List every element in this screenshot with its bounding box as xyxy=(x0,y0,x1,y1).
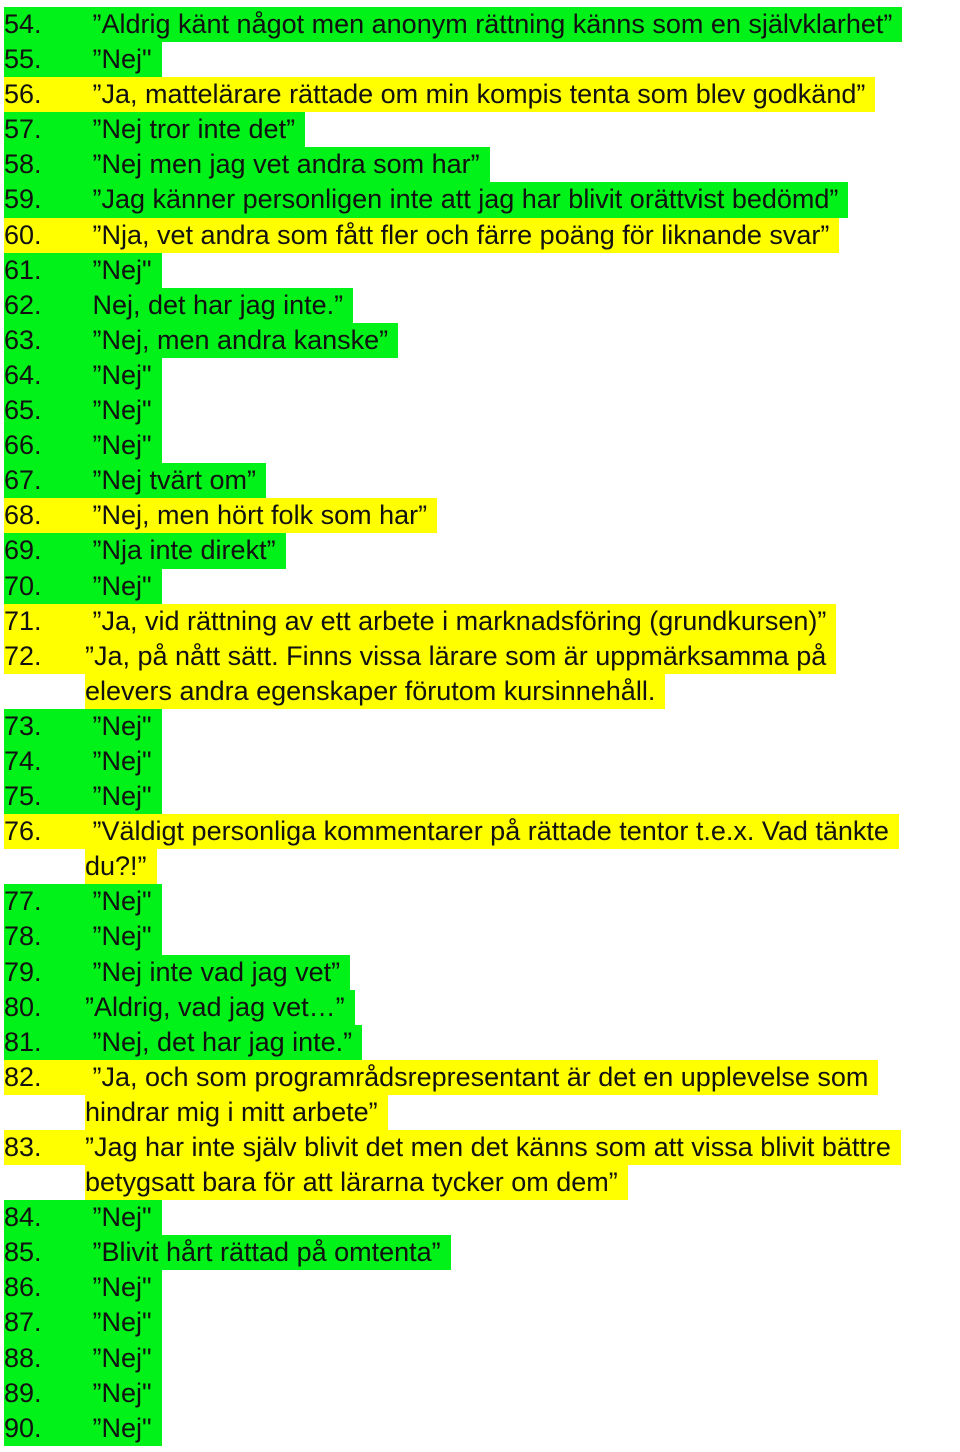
list-item xyxy=(4,218,956,253)
response-text: ”Nej" xyxy=(85,1377,152,1408)
response-text: ”Aldrig känt något men anonym rättning känns som en självklarhet” xyxy=(85,9,893,39)
item-number: 79. xyxy=(4,956,42,987)
list-item-line xyxy=(4,112,956,147)
item-number: 87. xyxy=(4,1307,42,1338)
highlight xyxy=(4,1130,901,1165)
list-item xyxy=(4,112,956,147)
response-text: du?!” xyxy=(85,851,147,882)
response-text: Nej, det har jag inte.” xyxy=(85,289,344,320)
list-item-line xyxy=(4,1305,956,1340)
list-item xyxy=(4,288,956,323)
item-number: 73. xyxy=(4,710,42,741)
highlight xyxy=(4,428,162,463)
list-item xyxy=(4,814,956,884)
list-item-line xyxy=(4,42,956,77)
list-item xyxy=(4,498,956,533)
item-number: 75. xyxy=(4,781,42,812)
list-item-line xyxy=(4,604,956,639)
list-item-line xyxy=(4,639,956,674)
item-number: 55. xyxy=(4,44,42,75)
highlight xyxy=(4,1411,162,1446)
list-item xyxy=(4,1305,956,1340)
list-item xyxy=(4,990,956,1025)
response-text: ”Ja, mattelärare rättade om min kompis tenta som blev godkänd” xyxy=(85,79,866,110)
item-number: 76. xyxy=(4,816,42,847)
response-text: ”Nej" xyxy=(85,254,152,285)
highlight xyxy=(4,639,836,674)
list-item-line xyxy=(4,323,956,358)
highlight xyxy=(4,7,902,42)
list-item-line xyxy=(4,779,956,814)
response-text: ”Nej" xyxy=(85,570,152,601)
list-item-line xyxy=(4,569,956,604)
list-item xyxy=(4,955,956,990)
list-item-line xyxy=(4,1060,956,1095)
highlight xyxy=(4,498,437,533)
response-text: elevers andra egenskaper förutom kursinnehåll. xyxy=(85,675,656,706)
list-item xyxy=(4,709,956,744)
highlight xyxy=(85,849,157,884)
list-item xyxy=(4,1200,956,1235)
item-number: 83. xyxy=(4,1132,42,1162)
response-text: hindrar mig i mitt arbete” xyxy=(85,1096,378,1127)
list-item xyxy=(4,533,956,568)
list-item-line xyxy=(4,1025,956,1060)
highlight xyxy=(4,1376,162,1411)
item-number: 78. xyxy=(4,921,42,952)
highlight xyxy=(4,147,490,182)
highlight xyxy=(4,112,305,147)
highlight xyxy=(4,990,355,1025)
list-item-line xyxy=(4,428,956,463)
highlight xyxy=(4,884,162,919)
list-item-line xyxy=(4,849,956,884)
highlight xyxy=(4,1270,162,1305)
list-item-line xyxy=(4,288,956,323)
highlight xyxy=(4,358,162,393)
list-item xyxy=(4,463,956,498)
response-text: ”Nej tror inte det” xyxy=(85,114,296,145)
response-text: ”Ja, på nått sätt. Finns vissa lärare som är uppmärksamma på xyxy=(85,640,827,671)
item-number: 74. xyxy=(4,745,42,776)
response-text: ”Jag känner personligen inte att jag har blivit orättvist bedömd” xyxy=(85,184,839,215)
item-number: 70. xyxy=(4,570,42,601)
response-text: ”Nej" xyxy=(85,430,152,461)
item-number: 66. xyxy=(4,430,42,461)
highlight xyxy=(4,77,875,112)
response-text: ”Nej" xyxy=(85,710,152,741)
response-text: ”Jag har inte själv blivit det men det känns som att vissa blivit bättre xyxy=(85,1132,891,1162)
response-text: ”Nej, det har jag inte.” xyxy=(85,1026,353,1057)
list-item-line xyxy=(4,1235,956,1270)
item-number: 71. xyxy=(4,605,42,636)
response-text: ”Ja, och som programrådsrepresentant är det en upplevelse som xyxy=(85,1061,869,1092)
response-text: ”Nej" xyxy=(85,1342,152,1373)
list-item-line xyxy=(4,1165,956,1200)
list-item-line xyxy=(4,533,956,568)
response-text: ”Nej" xyxy=(85,921,152,952)
item-number: 59. xyxy=(4,184,42,215)
list-item-line xyxy=(4,218,956,253)
highlight xyxy=(4,814,899,849)
list-item xyxy=(4,1270,956,1305)
item-number: 57. xyxy=(4,114,42,145)
list-item-line xyxy=(4,1130,956,1165)
highlight xyxy=(4,1235,451,1270)
item-number: 61. xyxy=(4,254,42,285)
highlight xyxy=(85,1095,388,1130)
list-item-line xyxy=(4,1095,956,1130)
response-list xyxy=(4,7,956,1446)
list-item xyxy=(4,7,956,42)
item-number: 86. xyxy=(4,1272,42,1303)
list-item xyxy=(4,1060,956,1130)
list-item xyxy=(4,1341,956,1376)
list-item-line xyxy=(4,1341,956,1376)
highlight xyxy=(4,919,162,954)
list-item xyxy=(4,744,956,779)
response-text: ”Nej men jag vet andra som har” xyxy=(85,149,480,180)
list-item-line xyxy=(4,674,956,709)
item-number: 56. xyxy=(4,79,42,110)
list-item-line xyxy=(4,744,956,779)
list-item xyxy=(4,1235,956,1270)
item-number: 89. xyxy=(4,1377,42,1408)
response-text: ”Nja, vet andra som fått fler och färre poäng för liknande svar” xyxy=(85,219,830,250)
list-item-line xyxy=(4,1270,956,1305)
list-item-line xyxy=(4,393,956,428)
list-item xyxy=(4,393,956,428)
highlight xyxy=(4,1060,878,1095)
response-text: ”Blivit hårt rättad på omtenta” xyxy=(85,1237,441,1268)
list-item xyxy=(4,323,956,358)
list-item xyxy=(4,604,956,639)
highlight xyxy=(85,1165,628,1200)
list-item xyxy=(4,569,956,604)
item-number: 81. xyxy=(4,1026,42,1057)
list-item-line xyxy=(4,77,956,112)
response-text: ”Nej" xyxy=(85,395,152,426)
item-number: 65. xyxy=(4,395,42,426)
response-text: ”Ja, vid rättning av ett arbete i marknadsföring (grundkursen)” xyxy=(85,605,827,636)
item-number: 62. xyxy=(4,289,42,320)
list-item xyxy=(4,358,956,393)
list-item-line xyxy=(4,1376,956,1411)
item-number: 84. xyxy=(4,1202,42,1233)
item-number: 77. xyxy=(4,886,42,917)
item-number: 64. xyxy=(4,359,42,390)
item-number: 88. xyxy=(4,1342,42,1373)
item-number: 80. xyxy=(4,991,42,1022)
item-number: 60. xyxy=(4,219,42,250)
list-item-line xyxy=(4,884,956,919)
item-number: 54. xyxy=(4,9,42,39)
highlight xyxy=(4,1025,362,1060)
highlight xyxy=(4,779,162,814)
highlight xyxy=(4,533,286,568)
list-item xyxy=(4,77,956,112)
list-item-line xyxy=(4,182,956,217)
highlight xyxy=(4,955,350,990)
list-item xyxy=(4,428,956,463)
response-text: ”Nej inte vad jag vet” xyxy=(85,956,341,987)
response-text: ”Nej, men hört folk som har” xyxy=(85,500,428,531)
item-number: 67. xyxy=(4,465,42,496)
response-text: ”Aldrig, vad jag vet…” xyxy=(85,991,345,1022)
list-item-line xyxy=(4,1200,956,1235)
list-item-line xyxy=(4,498,956,533)
list-item-line xyxy=(4,1411,956,1446)
highlight xyxy=(4,218,839,253)
list-item xyxy=(4,639,956,709)
list-item xyxy=(4,182,956,217)
list-item-line xyxy=(4,990,956,1025)
item-number: 72. xyxy=(4,640,42,671)
highlight xyxy=(4,393,162,428)
response-text: ”Nej" xyxy=(85,1272,152,1303)
list-item-line xyxy=(4,814,956,849)
response-text: betygsatt bara för att lärarna tycker om dem” xyxy=(85,1167,618,1198)
list-item xyxy=(4,1025,956,1060)
highlight xyxy=(4,42,162,77)
list-item xyxy=(4,919,956,954)
list-item-line xyxy=(4,147,956,182)
highlight xyxy=(4,1305,162,1340)
response-text: ”Väldigt personliga kommentarer på rättade tentor t.e.x. Vad tänkte xyxy=(85,816,889,847)
list-item xyxy=(4,1411,956,1446)
highlight xyxy=(4,1200,162,1235)
item-number: 85. xyxy=(4,1237,42,1268)
highlight xyxy=(4,288,353,323)
item-number: 82. xyxy=(4,1061,42,1092)
list-item-line xyxy=(4,7,956,42)
highlight xyxy=(4,744,162,779)
response-text: ”Nej" xyxy=(85,1412,152,1443)
response-text: ”Nej tvärt om” xyxy=(85,465,257,496)
highlight xyxy=(4,709,162,744)
item-number: 68. xyxy=(4,500,42,531)
list-item xyxy=(4,253,956,288)
highlight xyxy=(4,1341,162,1376)
response-text: ”Nja inte direkt” xyxy=(85,535,276,566)
list-item-line xyxy=(4,955,956,990)
item-number: 63. xyxy=(4,324,42,355)
highlight xyxy=(85,674,665,709)
list-item xyxy=(4,147,956,182)
response-text: ”Nej" xyxy=(85,781,152,812)
response-text: ”Nej" xyxy=(85,886,152,917)
response-text: ”Nej" xyxy=(85,1307,152,1338)
list-item xyxy=(4,1376,956,1411)
list-item xyxy=(4,884,956,919)
response-text: ”Nej" xyxy=(85,44,152,75)
list-item-line xyxy=(4,709,956,744)
list-item-line xyxy=(4,253,956,288)
item-number: 58. xyxy=(4,149,42,180)
highlight xyxy=(4,182,848,217)
response-text: ”Nej" xyxy=(85,1202,152,1233)
list-item xyxy=(4,1130,956,1200)
item-number: 90. xyxy=(4,1412,42,1443)
response-text: ”Nej" xyxy=(85,745,152,776)
highlight xyxy=(4,604,836,639)
list-item-line xyxy=(4,919,956,954)
highlight xyxy=(4,253,162,288)
highlight xyxy=(4,463,266,498)
list-item xyxy=(4,42,956,77)
list-item-line xyxy=(4,463,956,498)
list-item xyxy=(4,779,956,814)
highlight xyxy=(4,323,398,358)
item-number: 69. xyxy=(4,535,42,566)
response-text: ”Nej" xyxy=(85,359,152,390)
highlight xyxy=(4,569,162,604)
response-text: ”Nej, men andra kanske” xyxy=(85,324,389,355)
list-item-line xyxy=(4,358,956,393)
